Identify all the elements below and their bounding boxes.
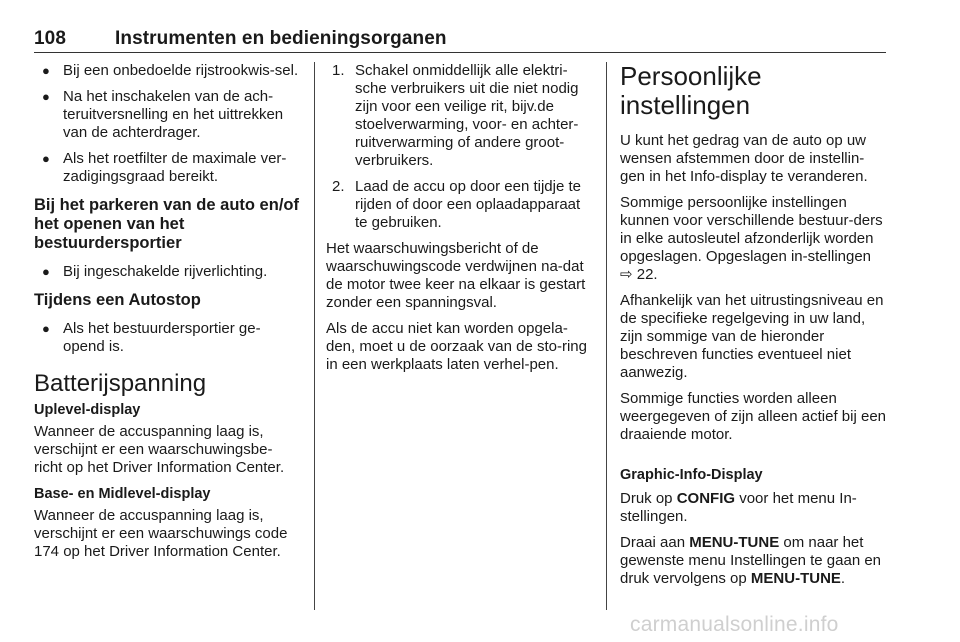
paragraph: Druk op CONFIG voor het menu In-stellingen. [620,490,857,525]
page-number: 108 [34,28,67,49]
text-base: Wanneer de accuspanning laag is, verschijnt er een waarschuwings code 174 op het Driver Information Center. [34,507,288,560]
sub-graphic-info: Graphic-Info-Display [620,467,763,483]
paragraph: U kunt het gedrag van de auto op uw wensen afstemmen door de instellin-gen in het Info-display te veranderen. [620,132,868,185]
key-config: CONFIG [676,490,736,507]
numbered-item: 1. Schakel onmiddellijk alle elektri-sche verbruikers uit die niet nodig zijn voor een veilige rit, bijv.de stoelverwarming, voor- en achter-ruitverwarming of andere groot-verbruikers. [332,62,579,169]
key-menu-tune: MENU-TUNE [689,534,780,551]
column-divider-1 [314,62,315,610]
sub-base: Base- en Midlevel-display [34,486,211,502]
heading-autostop: Tijdens een Autostop [34,291,201,309]
column-3 [620,62,886,596]
column-1 [34,62,300,569]
bullet-item: ● Als het bestuurdersportier ge-opend is. [42,320,261,355]
bullet-item: ● Na het inschakelen van de ach-teruitversnelling en het uittrekken van de achterdrager. [42,88,284,141]
text-uplevel: Wanneer de accuspanning laag is, verschijnt er een waarschuwingsbe-richt op het Driver Information Center. [34,423,285,476]
paragraph: Het waarschuwingsbericht of de waarschuwingscode verdwijnen na-dat de motor twee keer na elkaar is gestart zonder een spanningsval. [326,240,586,311]
paragraph: Draai aan MENU-TUNE om naar het gewenste menu Instellingen te gaan en druk vervolgens op MENU-TUNE. [620,534,882,587]
page-reference[interactable]: 22. [636,266,658,283]
page-header [34,28,886,52]
watermark: carmanualsonline.info [630,613,839,636]
page-title: Instrumenten en bedieningsorganen [115,28,447,49]
header-rule [34,52,886,53]
column-2 [326,62,592,382]
bullet-item: ● Bij een onbedoelde rijstrookwis-sel. [42,62,299,79]
paragraph: Sommige functies worden alleen weergegeven of zijn alleen actief bij een draaiende motor. [620,390,887,443]
heading-parking: Bij het parkeren van de auto en/of het openen van het bestuurdersportier [34,196,299,252]
heading-personal-settings: Persoonlijke instellingen [620,61,762,120]
sub-uplevel: Uplevel-display [34,402,141,418]
paragraph: Sommige persoonlijke instellingen kunnen voor verschillende bestuur-ders in elke autosleutel afzonderlijk worden opgeslagen. Opgeslagen in-stellingen ⇨ 22. [620,194,883,283]
page-reference-icon: ⇨ [620,266,633,283]
column-divider-2 [606,62,607,610]
bullet-dot-icon: ● [42,151,50,166]
bullet-item: ● Bij ingeschakelde rijverlichting. [42,263,268,280]
bullet-item: ● Als het roetfilter de maximale ver-zadigingsgraad bereikt. [42,150,287,185]
paragraph: Als de accu niet kan worden opgela-den, moet u de oorzaak van de sto-ring in een werkplaats laten verhel-pen. [326,320,587,373]
bullet-dot-icon: ● [42,321,50,336]
bullet-dot-icon: ● [42,63,50,78]
heading-battery: Batterijspanning [34,370,207,397]
bullet-dot-icon: ● [42,264,50,279]
key-menu-tune: MENU-TUNE [750,570,841,587]
bullet-dot-icon: ● [42,89,50,104]
numbered-item: 2. Laad de accu op door een tijdje te rijden of door een oplaadapparaat te gebruiken. [332,178,582,231]
paragraph: Afhankelijk van het uitrustingsniveau en de specifieke regelgeving in uw land, zijn sommige van de hieronder beschreven functies eventueel niet aanwezig. [620,292,884,381]
